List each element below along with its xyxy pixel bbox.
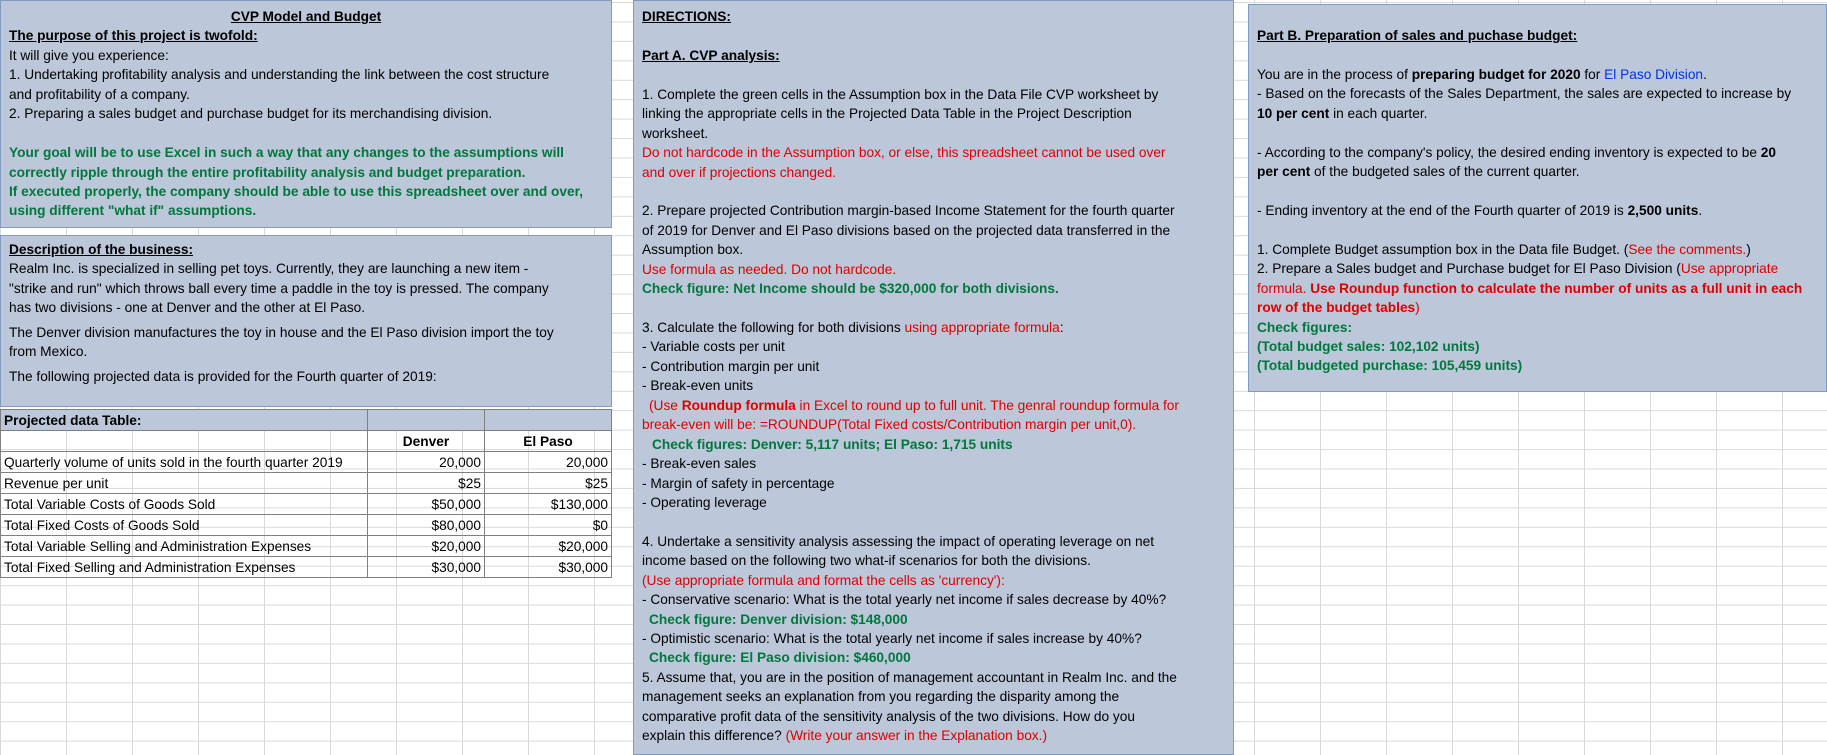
check-figures-label: Check figures: — [1257, 319, 1353, 335]
text-part: - According to the company's policy, the desired ending inventory is expected to be — [1257, 144, 1761, 160]
step2-line-c: Assumption box. — [642, 242, 744, 258]
description-p1c: has two divisions - one at Denver and the other at El Paso. — [9, 300, 366, 316]
text-part-bold: 10 per cent — [1257, 105, 1330, 121]
step3-item-mos: - Margin of safety in percentage — [642, 475, 835, 491]
step3-end: : — [1059, 320, 1064, 335]
step4-line-b: income based on the following two what-if scenarios for both the divisions. — [642, 553, 1091, 569]
part-b-line-10 — [1257, 298, 1818, 317]
description-heading: Description of the business: — [9, 242, 194, 257]
denver-value[interactable]: $80,000 — [368, 515, 485, 536]
part-b-line-7 — [1257, 240, 1818, 259]
denver-value[interactable]: 20,000 — [368, 452, 485, 473]
goal-line-3: If executed properly, the company should be able to use this spreadsheet over and over, — [9, 183, 584, 199]
step4-check-elpaso: Check figure: El Paso division: $460,000 — [649, 650, 911, 666]
table-cell[interactable] — [368, 410, 485, 431]
elpaso-value[interactable]: $0 — [485, 515, 612, 536]
text-part: ) — [1746, 241, 1751, 257]
part-b-line-1 — [1257, 65, 1818, 84]
text-part: in each quarter. — [1329, 105, 1428, 121]
elpaso-value[interactable]: $25 — [485, 473, 612, 494]
table-row — [1, 557, 612, 578]
note-part: in Excel to round up to full unit. The genral roundup formula for — [795, 397, 1179, 413]
part-b-line-8 — [1257, 259, 1818, 278]
part-b-line-3 — [1257, 104, 1818, 123]
row-label[interactable]: Total Fixed Selling and Administration Expenses — [1, 557, 368, 578]
step4-conservative: - Conservative scenario: What is the total yearly net income if sales decrease by 40%? — [642, 592, 1167, 608]
text-part-red-bold: Use Roundup function to calculate the number of units as a full unit in each — [1310, 280, 1803, 296]
step1-line-b: linking the appropriate cells in the Projected Data Table in the Project Description — [642, 106, 1132, 122]
denver-value[interactable]: $25 — [368, 473, 485, 494]
step3-line-a — [642, 318, 1225, 337]
col-header-elpaso[interactable]: El Paso — [485, 431, 612, 452]
step4-line-a: 4. Undertake a sensitivity analysis assessing the impact of operating leverage on net — [642, 533, 1155, 549]
part-b-line-6 — [1257, 201, 1818, 220]
step1-line-a: 1. Complete the green cells in the Assumption box in the Data File CVP worksheet by — [642, 86, 1159, 102]
text-part-red: ) — [1415, 300, 1420, 316]
step4-note: (Use appropriate formula and format the cells as 'currency'): — [642, 572, 1005, 588]
text-part: for — [1580, 66, 1605, 82]
step3-item-vc: - Variable costs per unit — [642, 339, 785, 355]
denver-value[interactable]: $30,000 — [368, 557, 485, 578]
step5-text: explain this difference? — [642, 728, 786, 744]
part-b-heading: Part B. Preparation of sales and puchase budget: — [1257, 28, 1578, 43]
text-part-red: See the comments. — [1628, 241, 1747, 257]
goal-line-4: using different "what if" assumptions. — [9, 203, 257, 219]
projected-data-table — [0, 409, 612, 578]
part-a-heading: Part A. CVP analysis: — [642, 47, 780, 63]
part-b-line-9 — [1257, 279, 1818, 298]
experience-text: It will give you experience: — [9, 47, 169, 63]
part-b-box — [1248, 4, 1827, 392]
step3-item-cm: - Contribution margin per unit — [642, 358, 820, 374]
row-label[interactable]: Revenue per unit — [1, 473, 368, 494]
step3-roundup-note — [642, 396, 1225, 415]
table-row — [1, 452, 612, 473]
denver-value[interactable]: $20,000 — [368, 536, 485, 557]
text-part-bold: 2,500 units — [1627, 202, 1699, 218]
step3-item-bes: - Break-even sales — [642, 456, 757, 472]
step3-red-text: using appropriate formula — [904, 320, 1060, 335]
row-label[interactable]: Total Variable Selling and Administration Expenses — [1, 536, 368, 557]
description-p1b: "strike and run" which throws ball every time a paddle in the toy is pressed. The company — [9, 280, 549, 296]
step3-item-be: - Break-even units — [642, 378, 754, 394]
description-p2a: The Denver division manufactures the toy in house and the El Paso division import the toy — [9, 324, 554, 340]
description-p1a: Realm Inc. is specialized in selling pet toys. Currently, they are launching a new item - — [9, 261, 529, 277]
check-figure-purchase: (Total budgeted purchase: 105,459 units) — [1257, 358, 1523, 374]
text-part: . — [1703, 66, 1707, 82]
table-row — [1, 494, 612, 515]
step3-roundup-formula: break-even will be: =ROUNDUP(Total Fixed costs/Contribution margin per unit,0). — [642, 417, 1137, 433]
text-part: - Ending inventory at the end of the Fourth quarter of 2019 is — [1257, 202, 1628, 218]
text-part: 2. Prepare a Sales budget and Purchase budget for El Paso Division ( — [1257, 261, 1681, 277]
table-row — [1, 515, 612, 536]
part-b-line-4 — [1257, 143, 1818, 162]
directions-box — [633, 0, 1234, 755]
text-part-bold: 20 — [1760, 144, 1776, 160]
description-p3: The following projected data is provided for the Fourth quarter of 2019: — [9, 368, 437, 384]
step1-warning-a: Do not hardcode in the Assumption box, or else, this spreadsheet cannot be used over — [642, 145, 1166, 161]
step3-check-figure: Check figures: Denver: 5,117 units; El Paso: 1,715 units — [652, 436, 1013, 452]
note-part: (Use — [649, 397, 682, 413]
step3-text: 3. Calculate the following for both divisions — [642, 320, 905, 335]
purpose-item-2: 2. Preparing a sales budget and purchase budget for its merchandising division. — [9, 106, 493, 122]
col-header-denver[interactable]: Denver — [368, 431, 485, 452]
table-row — [1, 473, 612, 494]
note-part-bold: Roundup formula — [681, 397, 796, 413]
row-label[interactable]: Total Variable Costs of Goods Sold — [1, 494, 368, 515]
purpose-heading: The purpose of this project is twofold: — [9, 28, 258, 44]
directions-heading: DIRECTIONS: — [642, 9, 731, 24]
step1-line-c: worksheet. — [642, 125, 709, 141]
elpaso-value[interactable]: $20,000 — [485, 536, 612, 557]
purpose-item-1a: 1. Undertaking profitability analysis and understanding the link between the cost structure — [9, 67, 550, 83]
text-part: of the budgeted sales of the current quarter. — [1310, 164, 1580, 180]
purpose-item-1b: and profitability of a company. — [9, 86, 190, 102]
text-part-bold: per cent — [1257, 164, 1311, 180]
text-part-red-bold: row of the budget tables — [1257, 300, 1416, 316]
step3-item-ol: - Operating leverage — [642, 494, 767, 510]
table-title[interactable]: Projected data Table: — [1, 410, 368, 431]
project-title: CVP Model and Budget — [230, 9, 382, 24]
elpaso-value[interactable]: $130,000 — [485, 494, 612, 515]
row-label[interactable]: Quarterly volume of units sold in the fourth quarter 2019 — [1, 452, 368, 473]
text-part: . — [1698, 202, 1703, 218]
denver-value[interactable]: $50,000 — [368, 494, 485, 515]
step2-line-a: 2. Prepare projected Contribution margin-based Income Statement for the fourth quarter — [642, 203, 1175, 219]
text-part-red: formula. — [1257, 280, 1311, 296]
text-part-blue: El Paso Division — [1604, 66, 1704, 82]
table-cell[interactable] — [485, 410, 612, 431]
step4-optimistic: - Optimistic scenario: What is the total yearly net income if sales increase by 40%? — [642, 631, 1142, 646]
part-b-line-5 — [1257, 162, 1818, 181]
goal-line-2: correctly ripple through the entire profitability analysis and budget preparation. — [9, 164, 526, 180]
step5-line-b: management seeks an explanation from you regarding the disparity among the — [642, 689, 1120, 705]
row-label[interactable]: Total Fixed Costs of Goods Sold — [1, 515, 368, 536]
step2-line-b: of 2019 for Denver and El Paso divisions based on the projected data transferred in the — [642, 222, 1171, 238]
check-figure-sales: (Total budget sales: 102,102 units) — [1257, 339, 1480, 354]
text-part-red: Use appropriate — [1680, 261, 1779, 277]
part-b-line-2: - Based on the forecasts of the Sales Department, the sales are expected to increase by — [1257, 86, 1792, 102]
step2-check-figure: Check figure: Net Income should be $320,000 for both divisions. — [642, 281, 1059, 297]
elpaso-value[interactable]: 20,000 — [485, 452, 612, 473]
text-part: 1. Complete Budget assumption box in the Data file Budget. ( — [1257, 241, 1629, 257]
purpose-box — [0, 0, 612, 228]
step1-warning-b: and over if projections changed. — [642, 164, 837, 180]
step5-red-text: (Write your answer in the Explanation box.) — [785, 728, 1048, 744]
step2-warning: Use formula as needed. Do not hardcode. — [642, 261, 897, 277]
step4-check-denver: Check figure: Denver division: $148,000 — [649, 611, 908, 627]
table-cell[interactable] — [1, 431, 368, 452]
step5-line-d — [642, 726, 1225, 745]
step5-line-a: 5. Assume that, you are in the position of management accountant in Realm Inc. and the — [642, 669, 1177, 685]
text-part-bold: preparing budget for 2020 — [1411, 66, 1581, 82]
text-part: You are in the process of — [1257, 66, 1412, 82]
description-box — [0, 235, 612, 407]
step5-line-c: comparative profit data of the sensitivity analysis of the two divisions. How do you — [642, 708, 1135, 724]
table-row — [1, 536, 612, 557]
description-p2b: from Mexico. — [9, 344, 88, 360]
goal-line-1: Your goal will be to use Excel in such a way that any changes to the assumptions will — [9, 145, 564, 161]
elpaso-value[interactable]: $30,000 — [485, 557, 612, 578]
